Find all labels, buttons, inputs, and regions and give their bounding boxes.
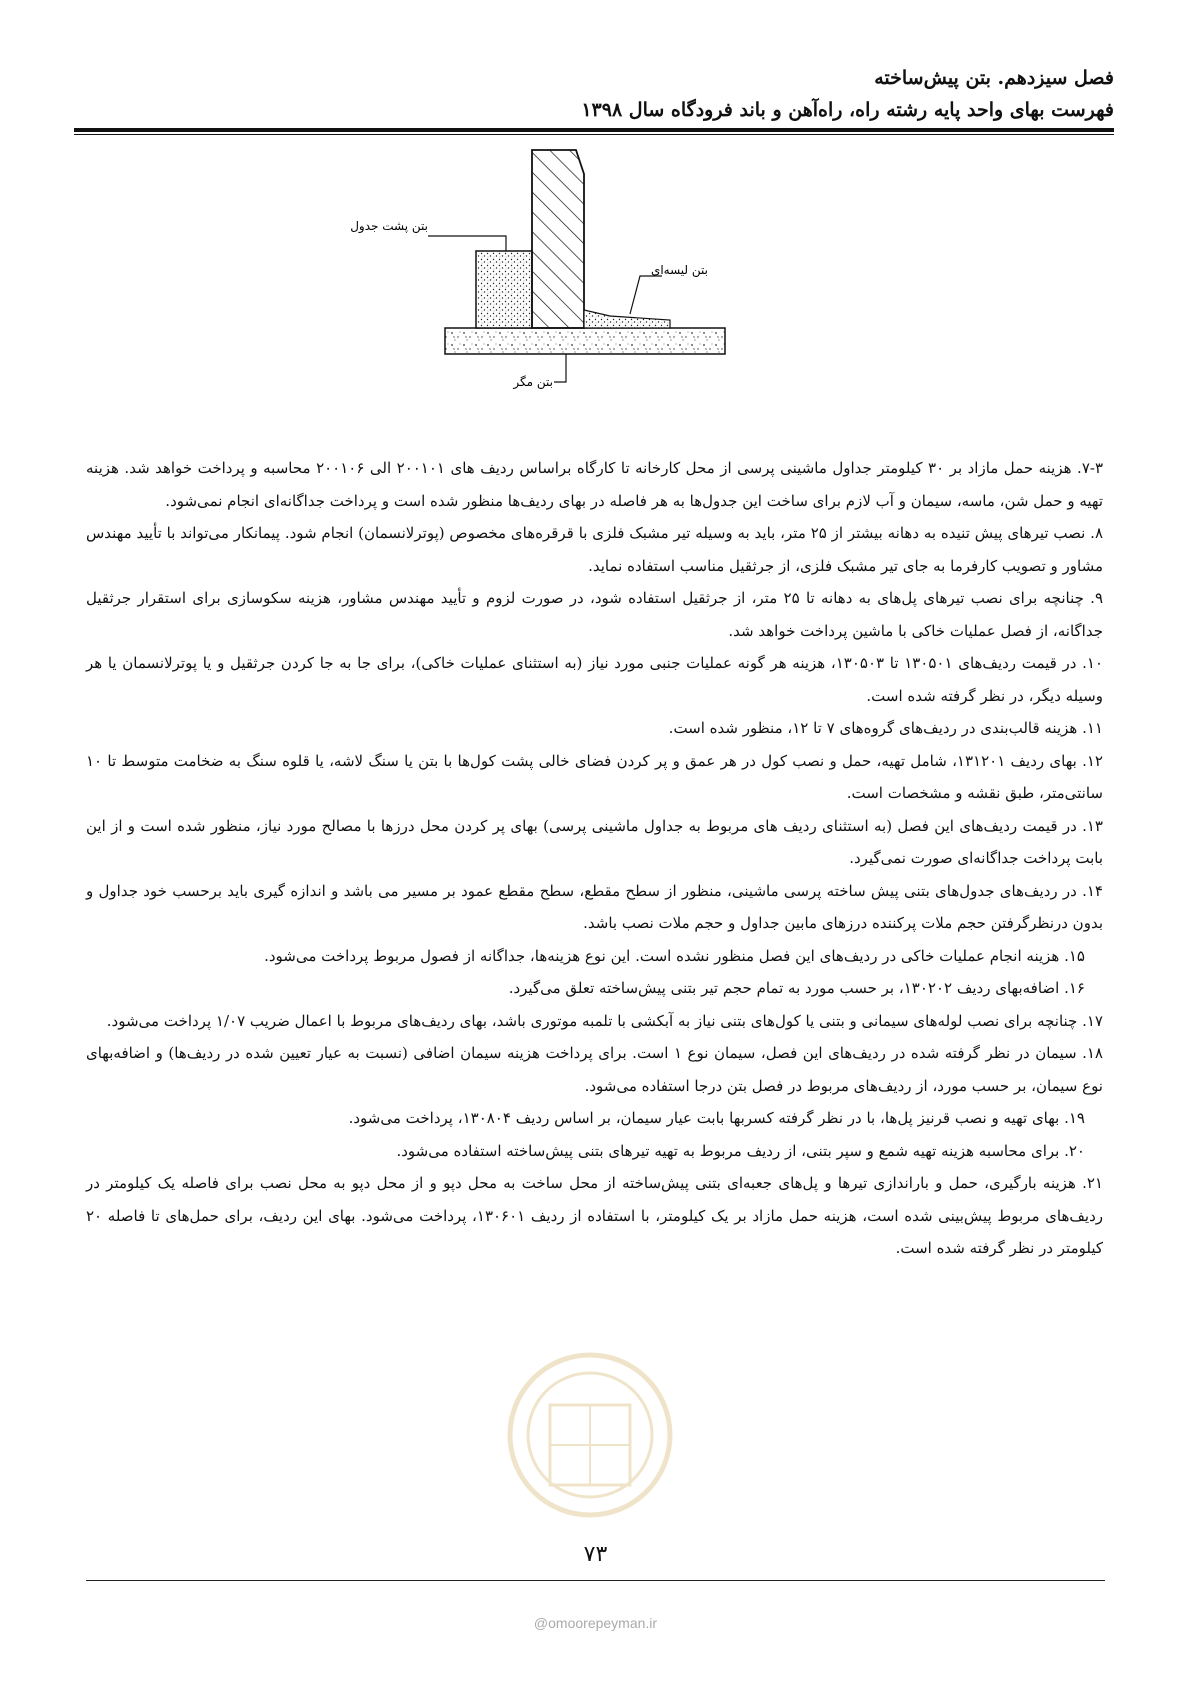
note-paragraph: ۲۱. هزینه بارگیری، حمل و باراندازی تیرها و پل‌های جعبه‌ای بتنی پیش‌ساخته از محل ساخت به محل دپو و از محل دپو به محل نصب برای فاصله یک کیلومتر در ردیف‌های مربوط پیش‌بینی شده است، هزینه حمل مازاد بر یک کیلومتر، با استفاده از ردیف ۱۳۰۶۰۱، پرداخت می‌شود. بهای این ردیف، برای حمل‌های تا فاصله ۲۰ کیلومتر در نظر گرفته شده است. xyxy=(86,1174,1103,1257)
page-header xyxy=(74,62,1114,126)
note-paragraph: ۱۶. اضافه‌بهای ردیف ۱۳۰۲۰۲، بر حسب مورد به تمام حجم تیر بتنی پیش‌ساخته تعلق می‌گیرد. xyxy=(508,979,1085,997)
note-paragraph: ۲۰. برای محاسبه هزینه تهیه شمع و سپر بتنی، از ردیف مربوط به تهیه تیرهای بتنی پیش‌ساخته استفاده می‌شود. xyxy=(396,1141,1085,1160)
label-slip-concrete: بتن لیسه‌ای xyxy=(650,263,708,277)
curb-section-figure xyxy=(350,150,780,420)
note-paragraph: ۹. چنانچه برای نصب تیرهای پل‌های به دهانه تا ۲۵ متر، از جرثقیل استفاده شود، در صورت لزوم و تأیید مهندس مشاور، هزینه سکوسازی برای استقرار جرثقیل جداگانه، از فصل عملیات خاکی با ماشین پرداخت خواهد شد. xyxy=(86,589,1103,640)
note-paragraph: ۱۸. سیمان در نظر گرفته شده در ردیف‌های این فصل، سیمان نوع ۱ است. برای پرداخت هزینه سیمان اضافی (نسبت به عیار تعیین شده در ردیف‌ها) و اضافه‌بهای نوع سیمان، بر حسب مورد، از ردیف‌های مربوط در فصل بتن درجا استفاده می‌شود. xyxy=(86,1044,1103,1095)
note-paragraph: ۱۲. بهای ردیف ۱۳۱۲۰۱، شامل تهیه، حمل و نصب کول در هر عمق و پر کردن فضای خالی پشت کول‌ها با بتن یا سنگ لاشه، یا قلوه سنگ به ضخامت متوسط تا ۱۰ سانتی‌متر، طبق نقشه و مشخصات است. xyxy=(86,751,1103,802)
label-back-concrete: بتن پشت جدول xyxy=(350,219,428,233)
site-watermark: @omoorepeyman.ir xyxy=(533,1615,658,1631)
note-paragraph: ۱۷. چنانچه برای نصب لوله‌های سیمانی و بتنی یا کول‌های بتنی نیاز به آبکشی با تلمبه موتوری باشد، بهای ردیف‌های مربوط با اعمال ضریب ۱/۰۷ پرداخت می‌شود. xyxy=(106,1011,1103,1030)
note-paragraph: ۱۳. در قیمت ردیف‌های این فصل (به استثنای ردیف های مربوط به جداول ماشینی پرسی) بهای پر کردن محل درزها با مصالح مورد نیاز، منظور شده است و از این بابت پرداخت جداگانه‌ای صورت نمی‌گیرد. xyxy=(86,816,1103,867)
curb-body xyxy=(532,150,584,328)
header-rule-thin xyxy=(74,134,1114,135)
note-paragraph: ۱۱. هزینه قالب‌بندی در ردیف‌های گروه‌های ۷ تا ۱۲، منظور شده است. xyxy=(668,719,1103,737)
chapter-title: فصل سیزدهم. بتن پیش‌ساخته xyxy=(874,67,1114,89)
note-paragraph: ۱۰. در قیمت ردیف‌های ۱۳۰۵۰۱ تا ۱۳۰۵۰۳، هزینه هر گونه عملیات جنبی مورد نیاز (به استثنای عملیات خاکی)، برای جا به جا کردن جرثقیل و یا پوترلانسمان یا هر وسیله دیگر، در نظر گرفته شده است. xyxy=(86,654,1104,705)
slip-concrete xyxy=(584,310,670,328)
document-title: فهرست بهای واحد پایه رشته راه، راه‌آهن و باند فرودگاه سال ۱۳۹۸ xyxy=(581,99,1114,121)
page-number: ۷۳ xyxy=(583,1542,608,1567)
notes-body xyxy=(86,452,1103,1265)
lean-concrete-base xyxy=(445,328,725,354)
note-paragraph: ۸. نصب تیرهای پیش تنیده به دهانه بیشتر از ۲۵ متر، باید به وسیله تیر مشبک فلزی با قرقره‌های مخصوص (پوترلانسمان) انجام شود. پیمانکار می‌تواند با تأیید مهندس مشاور و تصویب کارفرما به جای تیر مشبک فلزی، از جرثقیل مناسب استفاده نماید. xyxy=(86,524,1104,575)
note-paragraph: ۷-۳. هزینه حمل مازاد بر ۳۰ کیلومتر جداول ماشینی پرسی از محل کارخانه تا کارگاه براساس ردیف های ۲۰۰۱۰۱ الی ۲۰۰۱۰۶ محاسبه و پرداخت خواهد شد. هزینه تهیه و حمل شن، ماسه، سیمان و آب لازم برای ساخت این جدول‌ها به هر فاصله در بهای ردیف‌ها منظور شده است و پرداخت جداگانه‌ای انجام نمی‌شود. xyxy=(86,459,1103,510)
note-paragraph: ۱۵. هزینه انجام عملیات خاکی در ردیف‌های این فصل منظور نشده است. این نوع هزینه‌ها، جداگانه از فصول مربوط پرداخت می‌شود. xyxy=(264,946,1085,965)
header-rule-thick xyxy=(74,128,1114,132)
back-concrete xyxy=(476,251,532,328)
curb-section-drawing xyxy=(350,150,780,420)
footer-rule xyxy=(86,1580,1105,1581)
note-paragraph: ۱۹. بهای تهیه و نصب قرنیز پل‌ها، با در نظر گرفته کسربها بابت عیار سیمان، بر اساس ردیف ۱۳۰۸۰۴، پرداخت می‌شود. xyxy=(348,1109,1085,1127)
label-lean-concrete: بتن مگر xyxy=(513,375,553,389)
note-paragraph: ۱۴. در ردیف‌های جدول‌های بتنی پیش ساخته پرسی ماشینی، منظور از سطح مقطع، سطح مقطع عمود بر مسیر می باشد و اندازه گیری باید برحسب خود جداول و بدون درنظرگرفتن حجم ملات پرکننده درزهای مابین جداول و حجم ملات نصب باشد. xyxy=(86,881,1103,932)
